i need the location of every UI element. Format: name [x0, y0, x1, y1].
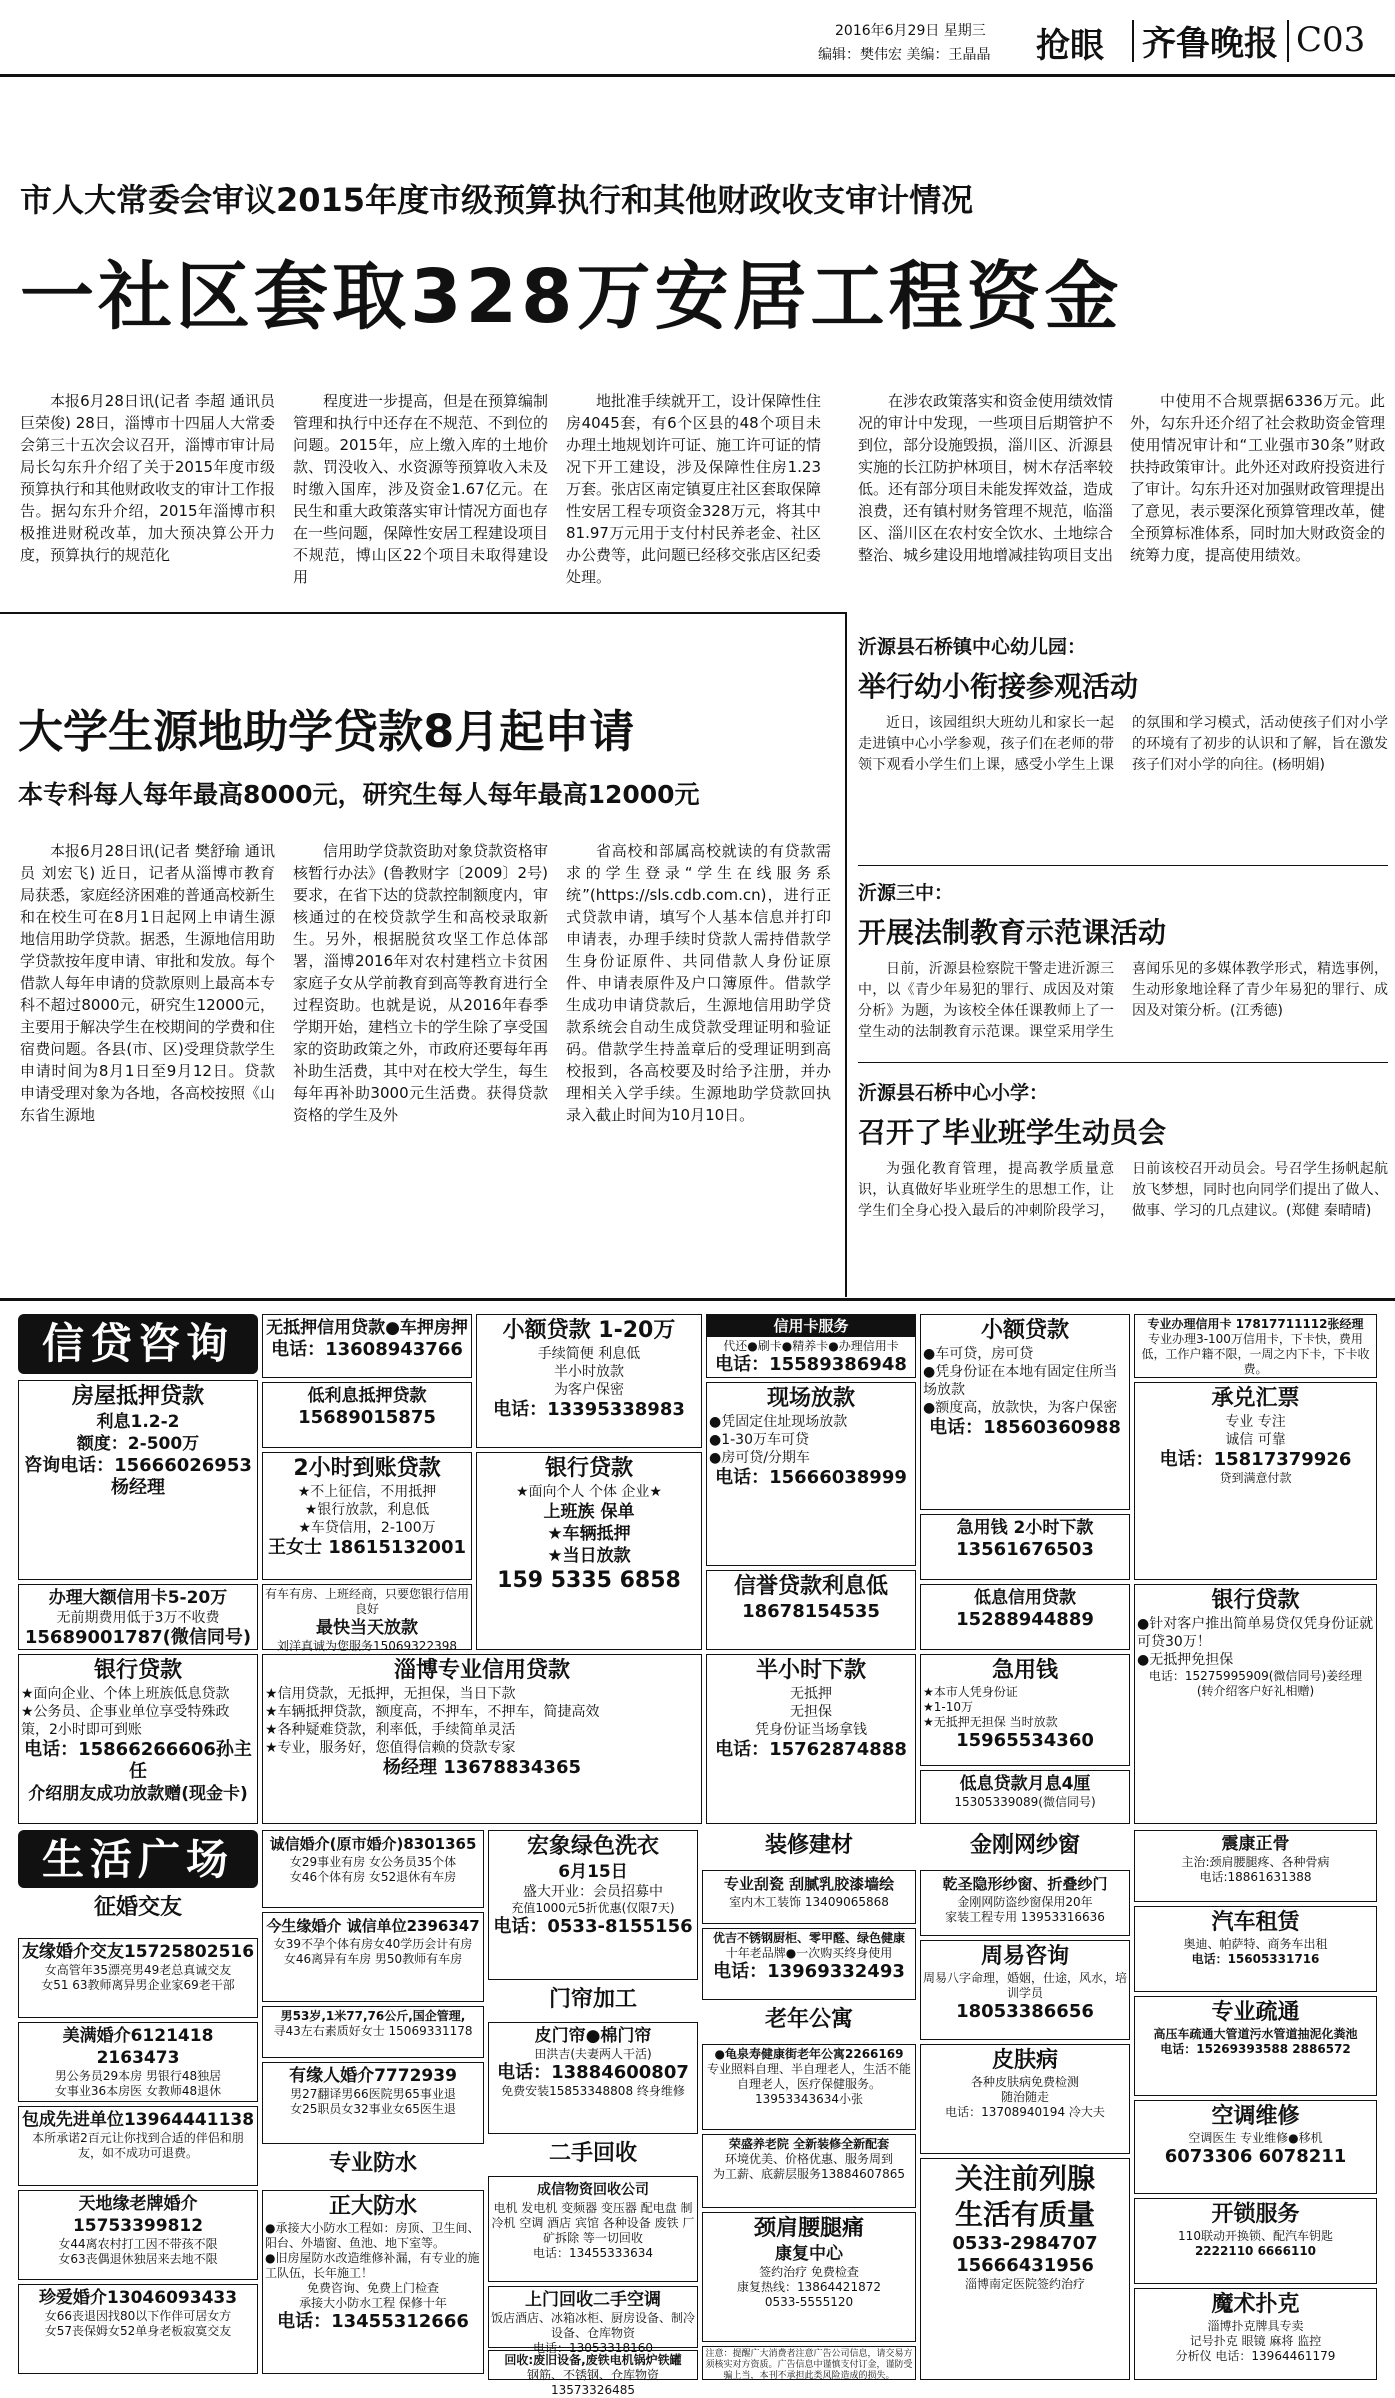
story1-col-5: 中使用不合规票据6336万元。此外，勾东升还介绍了社会救助资金管理使用情况审计和“工业强市30条”财政扶持政策审计。此外还对政府投资进行了审计。勾东升还对加强财政管理提出了意见，表示要深化预算管理改革，健全预算标准体系，同时加大财政资金的统筹力度，提高使用绩效。	[1130, 392, 1386, 564]
ad-recycle-title: 二手回收	[548, 2141, 637, 2166]
story2-col-3: 省高校和部属高校就读的有贷款需求的学生登录“学生在线服务系统”(https://sls.cdb.com.cn)，进行正式贷款申请，填写个人基本信息并打印申请表，办理手续时贷款人需持借款学生身份证原件、共同借款人身份证原件、申请表原件及户口簿原件。借款学生成功申请贷款后，生源地信用助学贷款系统会自动生成贷款受理证明和验证码。借款学生持盖章后的受理证明到高校报到，各高校要及时给予注册，并办理相关入学手续。生源地助学贷款回执录入截止时间为10月10日。	[566, 842, 831, 1124]
story1-col-4: 在涉农政策落实和资金使用绩效情况的审计中发现，一些项目后期管护不到位，部分设施毁损，淄川区、沂源县实施的长江防护林项目，树木存活率较低。还有部分项目未能发挥效益，造成浪费，还有镇村财务管理不规范，临淄区、淄川区在农村安全饮水、土地综合整治、城乡建设用地增减挂钩项目支出	[858, 392, 1114, 564]
ad-monthly-loan: 低息贷款月息4厘 15305339089(微信同号)	[920, 1770, 1130, 1824]
ad-guiquan-elder: ●龟泉寿健康街老年公寓2266169 专业照料自理、半自理老人，生活不能自理老人，医疗保健服务。 13953343634小张	[702, 2044, 916, 2130]
ad-urgent-loan: 急用钱 2小时下款 13561676503	[920, 1514, 1130, 1580]
brief-location: 沂源县石桥镇中心幼儿园：	[858, 636, 1087, 658]
masthead	[0, 0, 1395, 70]
ad-painting: 专业刮瓷 刮腻乳胶漆墙绘 室内木工装饰 13409065868	[702, 1870, 916, 1924]
brief-school-three	[858, 878, 1388, 1043]
ad-jinshengyuan: 今生缘婚介 诚信单位2396347 女39不孕个体有房女40学历会计有房 女46离异有车房 男50教师有车房	[262, 1912, 484, 2002]
ad-two-hour-loan: 2小时到账贷款 ★不上征信，不用抵押 ★银行放款，利息低 ★车贷信用，2-100万 王女士 18615132001	[262, 1452, 472, 1580]
story2-subhead: 本专科每人每年最高8000元，研究生每人每年最高12000元	[18, 780, 700, 809]
ad-acceptance-bill: 承兑汇票 专业 专注 诚信 可靠 电话：15817379926 贷到满意付款	[1134, 1382, 1377, 1580]
ad-small-loan: 小额贷款 1-20万 手续简便 利息低 半小时放款 为客户保密 电话：13395338983	[476, 1314, 702, 1448]
ad-waterproof-title: 专业防水	[328, 2151, 417, 2176]
ad-zhengda-waterproof: 正大防水 ●承接大小防水工程如：房顶、卫生间、阳台、外墙窗、鱼池、地下室等。 ●旧房屋防水改造维修补漏，有专业的施工队伍，长年施工！ 免费咨询、免费上门检查 承接大小防水工程 保修十年 电话：13455312666	[262, 2190, 484, 2374]
story1-kicker: 市人大常委会审议2015年度市级预算执行和其他财政收支审计情况	[20, 181, 974, 219]
ad-youyuan: 友缘婚介交友15725802516 女高管年35漂亮男49老总真诚交友 女51 63教师离异男企业家69老干部	[18, 1938, 258, 2018]
editor-credit: 编辑：樊伟宏 美编：王晶晶	[818, 47, 991, 63]
ad-notice: 注意：提醒广大消费者注意广告公司信息，请交易方须核实对方资质。广告信息中谨慎支付订金，谨防受骗上当，本刊不承担此类风险造成的损失。	[702, 2346, 916, 2380]
brief-primary-school	[858, 1078, 1388, 1222]
story1-col-2: 程度进一步提高，但是在预算编制管理和执行中还存在不规范、不到位的问题。2015年，应上缴入库的土地价款、罚没收入、水资源等预算收入未及时缴入国库，涉及资金1.67亿元。在民生和重大政策落实审计情况方面也存在一些问题，保障性安居工程建设项目不规范，博山区22个项目未取得建设用	[293, 392, 549, 586]
ad-tiandiyuan: 天地缘老牌婚介15753399812 女44离农村打工因不带孩不限 女63丧偶退休独居来去地不限	[18, 2190, 258, 2280]
ad-curtain-title: 门帘加工	[548, 1987, 637, 2012]
ad-baocheng: 包成先进单位13964441138 本所承诺2百元让你找到合适的伴侣和朋友，如不成功可退费。	[18, 2106, 258, 2186]
ad-personal: 男53岁,1米77,76公斤,国企管理, 寻43左右素质好女士 15069331178	[262, 2006, 484, 2058]
ad-zhouyi: 周易咨询 周易八字命理，婚姻，仕途，风水，培训学员 18053386656	[920, 1940, 1130, 2040]
story1-col-1: 本报6月28日讯(记者 李超 通讯员 巨荣俊) 28日，淄博市十四届人大常委会第三十五次会议召开，淄博市审计局局长勾东升介绍了关于2015年度市级预算执行和其他财政收支的审计工作报告。据勾东升介绍，2015年淄博市积极推进财税改革，加大预决算公开力度，预算执行的规范化	[20, 392, 276, 564]
ad-zhenai: 珍爱婚介13046093433 女66丧退因找80以下作伴可居女方 女57丧保姆女52单身老板寂寞交友	[18, 2284, 258, 2374]
ad-skin-disease: 皮肤病 各种皮肤病免费检测 随治随走 电话：13708940194 冷大夫	[920, 2044, 1130, 2154]
section-name: 抢眼	[1036, 26, 1104, 66]
ad-chengxin-recycle: 成信物资回收公司 电机 发电机 变频器 变压器 配电盘 制冷机 空调 酒店 宾馆 各种设备 废铁 厂矿拆除 等一切回收 电话：13455333634	[488, 2176, 698, 2282]
ad-bank-loan-3: 银行贷款 ●针对客户推出简单易贷仅凭身份证就可贷30万！ ●无抵押免担保 电话：15275995909(微信同号)姜经理 (转介绍客户好礼相赠)	[1134, 1584, 1377, 1824]
ad-youyuanren: 有缘人婚介7772939 男27翻译男66医院男65事业退 女25职员女32事业女65医生退	[262, 2062, 484, 2144]
paper-logo: 齐鲁晚报	[1142, 24, 1278, 64]
brief-text: 日前，沂源县检察院干警走进沂源三中，以《青少年易犯的罪行、成因及对策分析》为题，为该校全体任课教师上了一堂生动的法制教育示范课。课堂采用学生喜闻乐见的多媒体教学形式，精选事例，生动形象地诠释了青少年易犯的罪行、成因及对策分析。(江秀德)	[858, 961, 1388, 1040]
ad-aircon-repair: 空调维修 空调医生 专业维修●移机 6073306 6078211	[1134, 2100, 1377, 2194]
brief-rule	[858, 865, 1388, 866]
ad-house-mortgage: 房屋抵押贷款 利息1.2-2 额度：2-500万 咨询电话：15666026953杨经理	[18, 1380, 258, 1580]
ad-screen-title: 金刚网纱窗	[969, 1833, 1080, 1858]
ad-bank-loan: 银行贷款 ★面向企业、个体上班族低息贷款 ★公务员、企事业单位享受特殊政策，2小时即可到账 电话：15866266606孙主任 介绍朋友成功放款赠(现金卡)	[18, 1654, 258, 1824]
brief-location: 沂源县石桥中心小学：	[858, 1082, 1049, 1104]
banner-credit: 信贷咨询	[18, 1314, 258, 1374]
ad-elder-title: 老年公寓	[764, 2007, 853, 2032]
ad-onsite-loan: 现场放款 ●凭固定住址现场放款 ●1-30万车可贷 ●房可贷/分期车 电话：15666038999	[706, 1382, 916, 1566]
story1-headline: 一社区套取328万安居工程资金	[20, 254, 1123, 340]
ad-prostate: 关注前列腺 生活有质量 0533-2984707 15666431956 淄博南定医院签约治疗	[920, 2158, 1130, 2380]
ad-magic-poker: 魔术扑克 淄博扑克牌具专卖 记号扑克 眼镜 麻将 监控 分析仪 电话：13964461179	[1134, 2288, 1377, 2380]
brief-location: 沂源三中：	[858, 882, 954, 904]
issue-date: 2016年6月29日 星期三	[835, 23, 986, 39]
story2-col-2: 信用助学贷款资助对象贷款资格审核暂行办法》(鲁教财字〔2009〕2号)要求，在省下达的贷款控制额度内，审核通过的在校贷款学生和高校录取新生。另外，根据脱贫攻坚工作总体部署，淄博2016年对农村建档立卡贫困家庭子女从学前教育到高等教育进行全过程资助。也就是说，从2016年春季学期开始，建档立卡的学生除了享受国家的资助政策之外，市政府还要每年再补助生活费，其中对在校大学生，每生每年再补助3000元生活费。获得贷款资格的学生及外	[293, 842, 549, 1124]
ad-rongsheng-elder: 荣盛养老院 全新装修全新配套 环境优美、价格优惠、服务周到 为工薪、底薪层服务13884607865	[702, 2134, 916, 2208]
ad-zibo-credit-loan: 淄博专业信用贷款 ★信用贷款，无抵押，无担保，当日下款 ★车辆抵押贷款，额度高，不押车，不押车，简捷高效 ★各种疑难贷款，利率低，手续简单灵活 ★专业，服务好，您值得信赖的贷款专家 杨经理 13678834365	[262, 1654, 702, 1824]
ad-half-hour-loan: 半小时下款 无抵押 无担保 凭身份证当场拿钱 电话：15762874888	[706, 1654, 916, 1824]
brief-title: 举行幼小衔接参观活动	[858, 670, 1139, 703]
ad-scrap-recycle: 回收:废旧设备,废铁电机锅炉铁罐 钢筋、不锈钢、仓库物资13573326485	[488, 2350, 698, 2380]
ad-decoration-title: 装修建材	[764, 1833, 853, 1858]
section-rule	[0, 612, 845, 614]
ad-cabinet: 优吉不锈钢厨柜、零甲醛、绿色健康 十年老品牌●一次购买终身使用 电话：13969332493	[702, 1928, 916, 2000]
ad-aircon-recycle: 上门回收二手空调 饭店酒店、冰箱冰柜、厨房设备、制冷设备、仓库物资 电话：13053318160	[488, 2286, 698, 2348]
ads-rule	[0, 1298, 1395, 1301]
ad-car-house-loan: 有车有房、上班经商，只要您银行信用良好 最快当天放款 刘洋真诚为您服务15069322398	[262, 1584, 472, 1650]
ad-locksmith: 开锁服务 110联动开换锁、配汽车钥匙 2222110 6666110	[1134, 2198, 1377, 2284]
brief-title: 开展法制教育示范课活动	[858, 916, 1167, 949]
ad-credit-card-service: 信用卡服务 代还●刷卡●精养卡●办理信用卡 电话：15589386948	[706, 1314, 916, 1378]
ad-credit-card-agent: 专业办理信用卡 17817711112张经理 专业办理3-100万信用卡，下卡快，费用低，工作户籍不限，一周之内下卡，下卡收费。	[1134, 1314, 1377, 1378]
ad-credit-card: 办理大额信用卡5-20万 无前期费用低于3万不收费 15689001787(微信同号)	[18, 1584, 258, 1650]
top-rule	[0, 74, 1395, 77]
page-number: C03	[1296, 20, 1366, 60]
ad-meiman: 美满婚介6121418 2163473 男公务员29本房 男银行48独居 女事业36本房医 女教师48退休	[18, 2022, 258, 2102]
banner-life: 生活广场	[18, 1830, 258, 1888]
ad-small-loan-2: 小额贷款 ●车可贷，房可贷 ●凭身份证在本地有固定住所当场放款 ●额度高，放款快，为客户保密 电话：18560360988	[920, 1314, 1130, 1510]
story2-col-1: 本报6月28日讯(记者 樊舒瑜 通讯员 刘宏飞) 近日，记者从淄博市教育局获悉，家庭经济困难的普通高校新生和在校生可在8月1日起网上申请生源地信用助学贷款。据悉，生源地信用助学贷款按年度申请、审批和发放。每个借款人每年申请的贷款原则上最高本专科不超过8000元，研究生12000元，主要用于解决学生在校期间的学费和住宿费问题。各县(市、区)受理贷款学生申请时间为8月1日至9月12日。贷款申请受理对象为各地，各高校按照《山东省生源地	[20, 842, 276, 1124]
ad-qiansheng-screen: 乾圣隐形纱窗、折叠纱门 金刚网防盗纱窗保用20年 家装工程专用 13953316636	[920, 1870, 1130, 1936]
brief-rule	[858, 1062, 1388, 1063]
story1-col-3: 地批准手续就开工，设计保障性住房4045套，有6个区县的48个项目未办理土地规划许可证、施工许可证的情况下开工建设，涉及保障性住房1.23万套。张店区南定镇夏庄社区套取保障性安居工程专项资金328万元，将其中81.97万元用于支付村民养老金、社区办公费等，此问题已经移交张店区纪委处理。	[566, 392, 822, 586]
ad-chengxin-marriage: 诚信婚介(原市婚介)8301365 女29事业有房 女公务员35个体 女46个体有房 女52退休有车房	[262, 1830, 484, 1908]
ad-dating-title: 征婚交友	[93, 1895, 182, 1920]
divider	[1132, 20, 1134, 62]
ad-low-rate-loan: 低利息抵押贷款 15689015875	[262, 1382, 472, 1448]
ad-urgent-money: 急用钱 ★本市人凭身份证 ★1-10万 ★无抵押无担保 当时放款 15965534360	[920, 1654, 1130, 1766]
ad-low-credit-loan: 低息信用贷款 15288944889	[920, 1584, 1130, 1650]
ad-car-rental: 汽车租赁 奥迪、帕萨特、商务车出租 电话：15605331716	[1134, 1906, 1377, 1992]
brief-kindergarten	[858, 632, 1388, 776]
column-rule	[845, 612, 847, 1297]
ad-curtain: 皮门帘●棉门帘 田洪吉(夫妻两人干活) 电话：13884600807 免费安装15853348808 终身维修	[488, 2022, 698, 2134]
ad-pipe-dredging: 专业疏通 高压车疏通大管道污水管道抽泥化粪池 电话：15269393588 2886572	[1134, 1996, 1377, 2096]
classified-ads	[10, 1306, 1385, 2397]
ad-credit-loan: 信誉贷款利息低 18678154535	[706, 1570, 916, 1650]
ad-neck-back-pain: 颈肩腰腿痛 康复中心 签约治疗 免费检查 康复热线：13864421872 0533-5555120	[702, 2212, 916, 2342]
ad-bone-setting: 震康正骨 主治:颈肩腰腿疼、各种骨病 电话:18861631388	[1134, 1830, 1377, 1902]
divider	[1287, 20, 1289, 62]
ad-unsecured-loan: 无抵押信用贷款●车押房押 电话：13608943766	[262, 1314, 472, 1378]
story2-headline: 大学生源地助学贷款8月起申请	[18, 705, 635, 758]
brief-text: 为强化教育管理，提高教学质量意识，认真做好毕业班学生的思想工作，让学生们全身心投入最后的冲刺阶段学习，日前该校召开动员会。号召学生扬帆起航放飞梦想，同时也向同学们提出了做人、做事、学习的几点建议。(郑健 秦晴晴)	[858, 1161, 1388, 1219]
brief-title: 召开了毕业班学生动员会	[858, 1116, 1167, 1149]
brief-text: 近日，该园组织大班幼儿和家长一起走进镇中心小学参观，孩子们在老师的带领下观看小学生们上课，感受小学生上课的氛围和学习模式，活动使孩子们对小学的环境有了初步的认识和了解，旨在激发孩子们对小学的向往。(杨明娟)	[858, 715, 1388, 773]
ad-laundry: 宏象绿色洗衣 6月15日 盛大开业：会员招募中 充值1000元5折优惠(仅限7天) 电话：0533-8155156	[488, 1830, 698, 1980]
ad-bank-loan-2: 银行贷款 ★面向个人 个体 企业★ 上班族 保单 ★车辆抵押 ★当日放款 159 5335 6858	[476, 1452, 702, 1650]
